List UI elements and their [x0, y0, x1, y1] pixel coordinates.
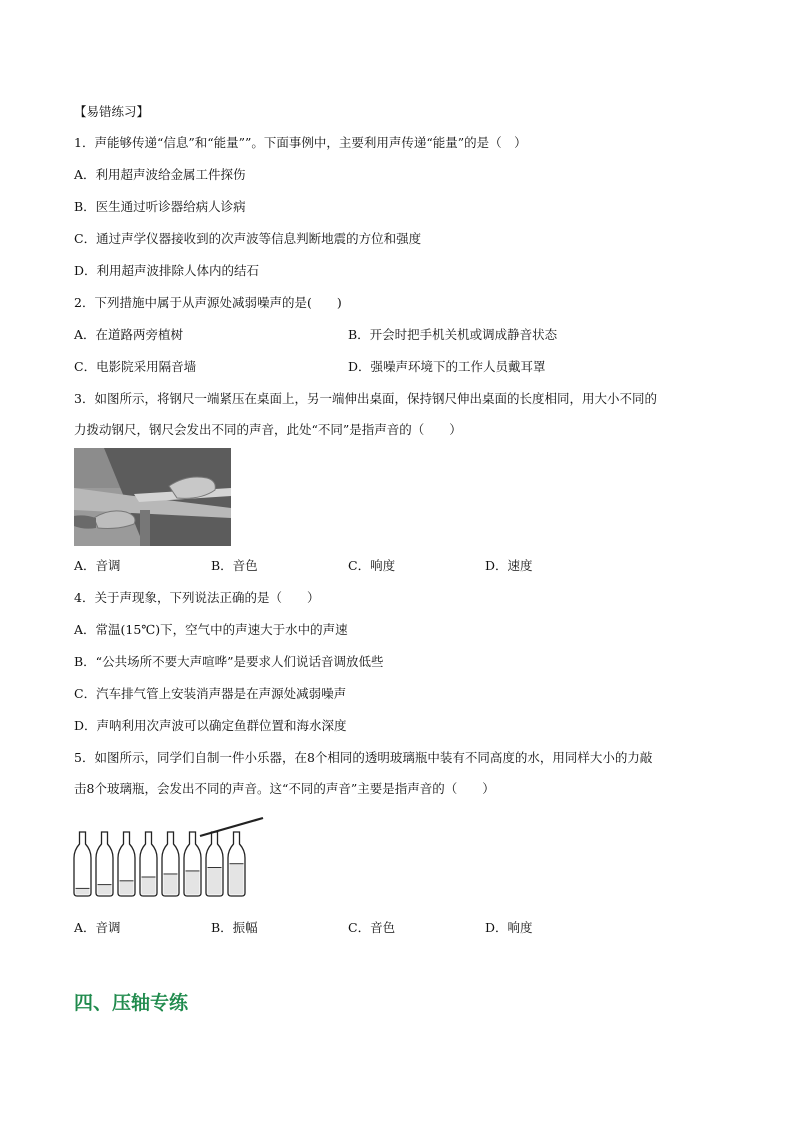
q3-option-a: A．音调 [74, 558, 121, 573]
glass-bottle [96, 832, 113, 896]
q1-stem: 1．声能够传递“信息”和“能量””。下面事例中，主要利用声传递“能量”的是（ ） [74, 135, 527, 150]
q2-option-d: D．强噪声环境下的工作人员戴耳罩 [348, 359, 546, 374]
section-title: 四、压轴专练 [74, 992, 189, 1014]
glass-bottle [74, 832, 91, 896]
water-level [164, 874, 178, 895]
water-level [186, 871, 200, 895]
glass-bottle [228, 832, 245, 896]
q1-option-b: B．医生通过听诊器给病人诊病 [74, 199, 246, 214]
q2-option-a: A．在道路两旁植树 [74, 327, 184, 342]
glass-bottle [118, 832, 135, 896]
q3-stem-line1: 3．如图所示，将钢尺一端紧压在桌面上，另一端伸出桌面，保持钢尺伸出桌面的长度相同，用大小不同的 [74, 391, 657, 406]
water-level [76, 888, 90, 894]
bottle-outline [74, 832, 91, 896]
practice-header: 【易错练习】 [74, 104, 150, 119]
glass-bottle [162, 832, 179, 896]
water-level [208, 868, 222, 895]
ruler-on-desk-photo [74, 448, 231, 546]
glass-bottle [206, 832, 223, 896]
q5-option-d: D．响度 [485, 920, 533, 935]
q1-option-d: D．利用超声波排除人体内的结石 [74, 263, 260, 278]
q4-option-c: C．汽车排气管上安装消声器是在声源处减弱噪声 [74, 686, 347, 701]
q4-option-a: A．常温(15℃)下，空气中的声速大于水中的声速 [74, 622, 348, 637]
q1-option-a: A．利用超声波给金属工件探伤 [74, 167, 246, 182]
glass-bottle [184, 832, 201, 896]
water-level [142, 877, 156, 895]
q5-option-b: B．振幅 [211, 920, 258, 935]
water-level [230, 864, 244, 895]
q5-option-a: A．音调 [74, 920, 121, 935]
water-level [120, 881, 134, 895]
q4-option-b: B．“公共场所不要大声喧哗”是要求人们说话音调放低些 [74, 654, 384, 669]
q5-stem-line2: 击8个玻璃瓶，会发出不同的声音。这“不同的声音”主要是指声音的（ ） [74, 781, 495, 796]
q4-stem: 4．关于声现象，下列说法正确的是（ ） [74, 590, 320, 605]
q5-stem-line1: 5．如图所示，同学们自制一件小乐器，在8个相同的透明玻璃瓶中装有不同高度的水，用同样大小的力敲 [74, 750, 653, 765]
striking-stick [200, 818, 263, 836]
water-level [98, 885, 112, 895]
glass-bottle [140, 832, 157, 896]
q2-option-b: B．开会时把手机关机或调成静音状态 [348, 327, 558, 342]
q2-option-c: C．电影院采用隔音墙 [74, 359, 197, 374]
q2-stem: 2．下列措施中属于从声源处减弱噪声的是( ) [74, 295, 342, 310]
glass-bottles-figure [70, 812, 270, 900]
q3-option-d: D．速度 [485, 558, 533, 573]
q3-option-c: C．响度 [348, 558, 396, 573]
q4-option-d: D．声呐利用次声波可以确定鱼群位置和海水深度 [74, 718, 347, 733]
q3-option-b: B．音色 [211, 558, 258, 573]
q5-option-c: C．音色 [348, 920, 396, 935]
q3-stem-line2: 力拨动钢尺，钢尺会发出不同的声音，此处“不同”是指声音的（ ） [74, 422, 462, 437]
q1-option-c: C．通过声学仪器接收到的次声波等信息判断地震的方位和强度 [74, 231, 422, 246]
